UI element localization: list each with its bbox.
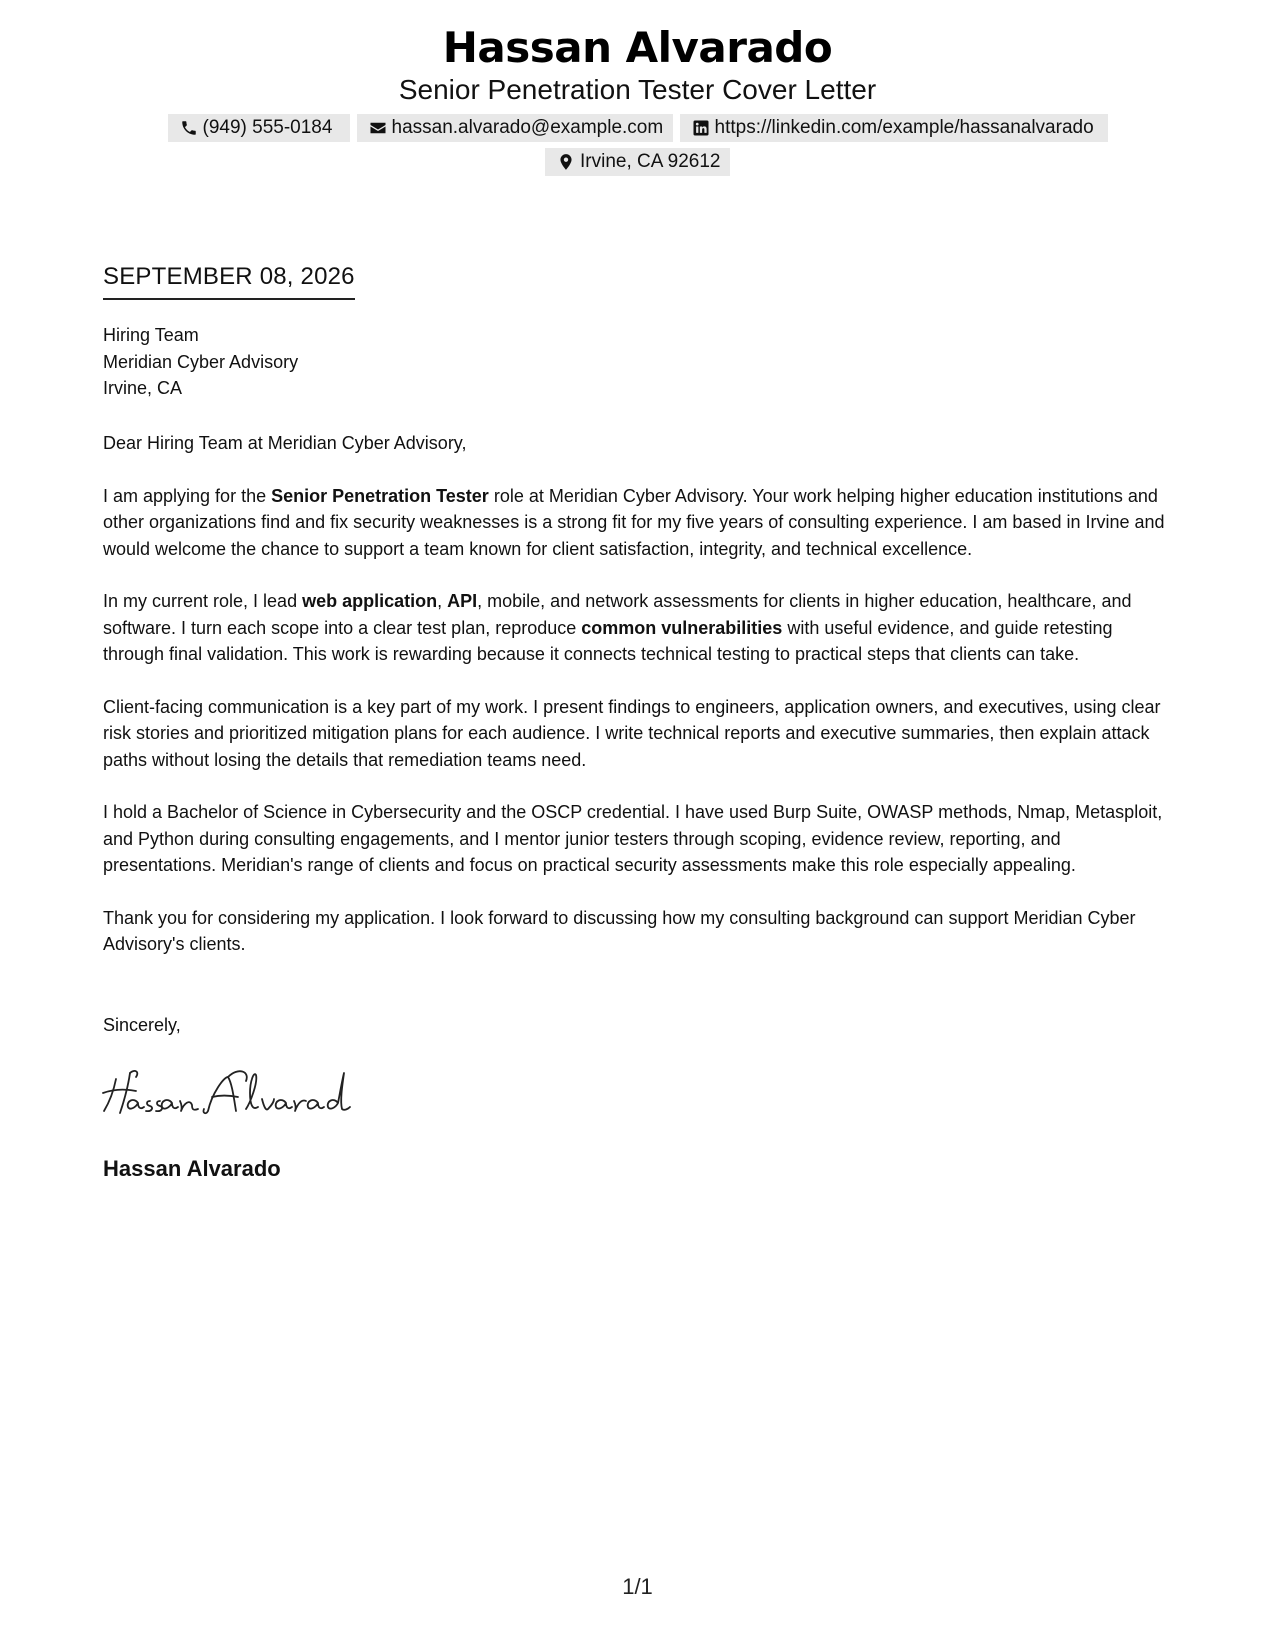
recipient-line: Hiring Team — [103, 325, 199, 345]
envelope-icon — [369, 119, 387, 137]
letter-body — [103, 430, 1173, 984]
bold-role: Senior Penetration Tester — [271, 485, 489, 506]
letter-date: SEPTEMBER 08, 2026 — [103, 262, 355, 300]
recipient-line: Meridian Cyber Advisory — [103, 351, 299, 372]
document-subtitle: Senior Penetration Tester Cover Letter — [398, 74, 877, 105]
salutation: Dear Hiring Team at Meridian Cyber Advisory, — [103, 433, 467, 453]
paragraph-4: I hold a Bachelor of Science in Cybersecurity and the OSCP credential. I have used Burp Suite, OWASP methods, Nmap, Metasploit, and Python during consulting engagements, and I mentor junior testers through scoping, evidence review, reporting, and presentations. Meridian's range of clients and focus on practical security assessments make this role especially appealing. — [103, 802, 1163, 875]
linkedin-text: https://linkedin.com/example/hassanalvarado — [714, 117, 1094, 138]
phone-chip — [168, 114, 350, 142]
contact-row — [0, 114, 1275, 142]
recipient-line: Irvine, CA — [103, 378, 183, 398]
bold-api: API — [447, 591, 478, 611]
handwritten-signature — [100, 1063, 370, 1125]
location-chip — [545, 148, 730, 176]
paragraph-1: I am applying for the Senior Penetration Tester role at Meridian Cyber Advisory. Your work helping higher education institutions and other organizations find and fix security weaknesses is a strong fit for my five years of consulting experience. I am based in Irvine and would welcome the chance to support a team known for client satisfaction, integrity, and technical excellence. — [103, 485, 1165, 559]
paragraph-2: In my current role, I lead web application, API, mobile, and network assessments for clients in higher education, healthcare, and software. I turn each scope into a clear test plan, reproduce common vulnerabilities with useful evidence, and guide retesting through final validation. This work is rewarding because it connects technical testing to practical steps that clients can take. — [103, 591, 1132, 664]
recipient-block — [103, 322, 298, 402]
contact-row-2 — [0, 148, 1275, 176]
linkedin-chip — [680, 114, 1108, 142]
signer-name: Hassan Alvarado — [103, 1156, 281, 1181]
linkedin-icon — [692, 119, 710, 137]
location-text: Irvine, CA 92612 — [580, 151, 721, 172]
page-number: 1/1 — [622, 1574, 653, 1599]
email-chip — [357, 114, 673, 142]
email-text: hassan.alvarado@example.com — [391, 117, 664, 138]
phone-text: (949) 555-0184 — [202, 117, 333, 138]
bold-common-vulnerabilities: common vulnerabilities — [581, 617, 783, 638]
bold-web-application: web application — [302, 591, 438, 611]
phone-icon — [180, 119, 198, 137]
applicant-name: Hassan Alvarado — [442, 23, 833, 72]
closing: Sincerely, — [103, 1015, 181, 1035]
paragraph-3: Client-facing communication is a key part of my work. I present findings to engineers, application owners, and executives, using clear risk stories and prioritized mitigation plans for each audience. I write technical reports and executive summaries, then explain attack paths without losing the details that remediation teams need. — [103, 696, 1161, 770]
paragraph-5: Thank you for considering my application. I look forward to discussing how my consulting background can support Meridian Cyber Advisory's clients. — [103, 907, 1136, 954]
map-pin-icon — [557, 153, 575, 171]
